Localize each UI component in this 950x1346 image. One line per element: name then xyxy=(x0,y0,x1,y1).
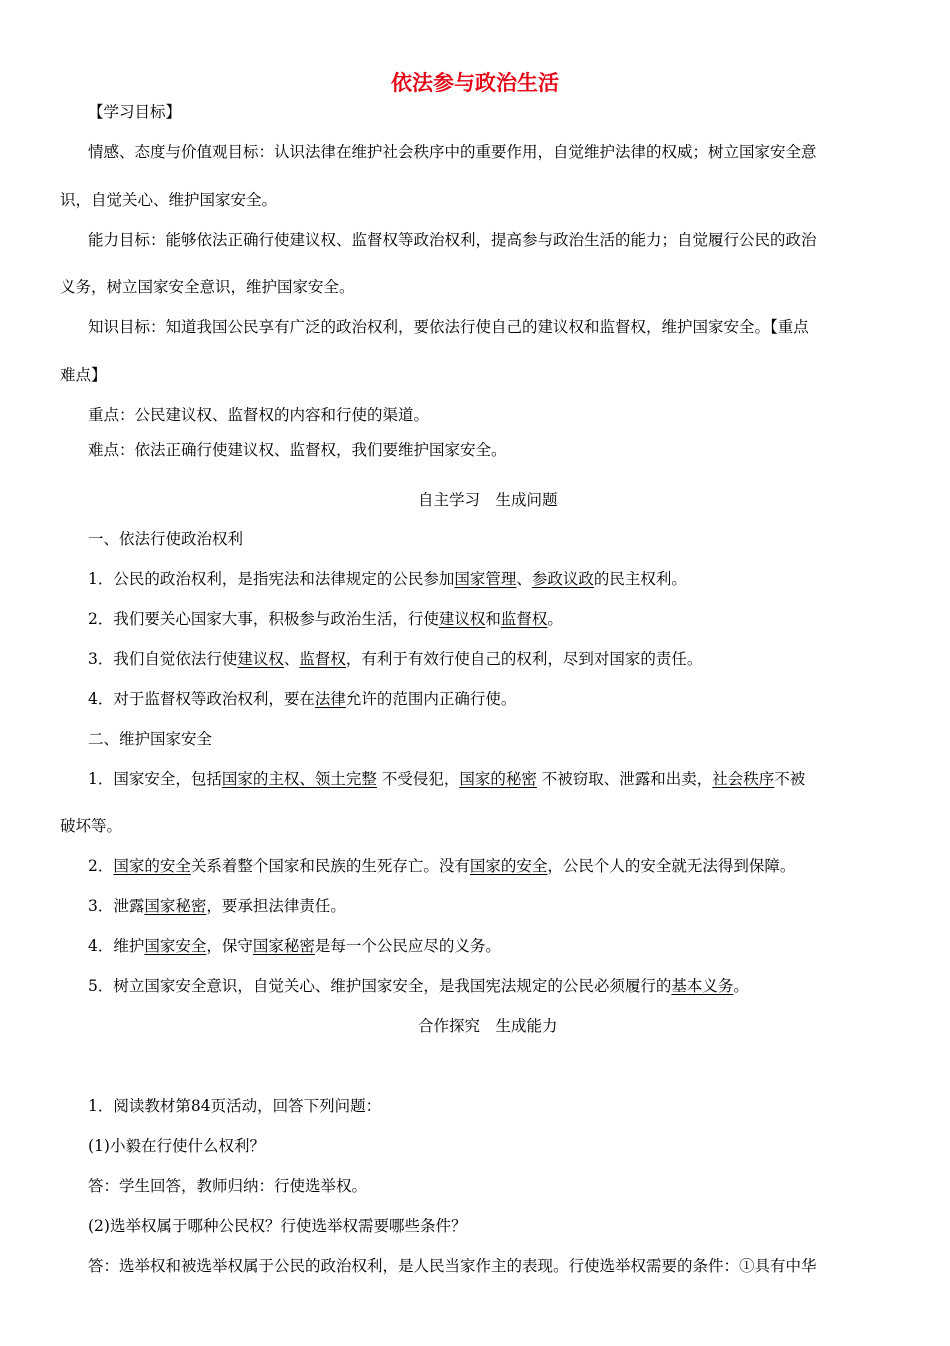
blank-answer: 国家的秘密 xyxy=(459,770,537,788)
part1-item-1 xyxy=(88,569,687,589)
text: 不受侵犯， xyxy=(376,770,460,788)
text: 允许的范围内正确行使。 xyxy=(345,690,517,708)
key-point: 重点：公民建议权、监督权的内容和行使的渠道。 xyxy=(88,406,430,424)
text: 不被窃取、泄露和出卖， xyxy=(536,770,713,788)
section-goals-heading: 【学习目标】 xyxy=(88,103,182,121)
goal-ability-line-1: 能力目标：能够依法正确行使建议权、监督权等政治权利，提高参与政治生活的能力；自觉履行公民的政治 xyxy=(88,231,817,249)
page-title: 依法参与政治生活 xyxy=(391,71,559,95)
blank-answer: 国家的主权、领土完整 xyxy=(221,770,377,788)
text: 1．国家安全，包括 xyxy=(88,770,222,788)
part2-item-1 xyxy=(88,769,805,789)
text: 是每一个公民应尽的义务。 xyxy=(314,937,501,955)
blank-answer: 建议权 xyxy=(438,610,486,628)
text: 2． xyxy=(88,857,114,875)
text: ，公民个人的安全就无法得到保障。 xyxy=(547,857,796,875)
part2-title: 二、维护国家安全 xyxy=(88,730,213,748)
part1-item-4 xyxy=(88,689,516,709)
text: 、 xyxy=(283,650,300,668)
goal-ability-line-2: 义务，树立国家安全意识，维护国家安全。 xyxy=(60,278,355,296)
part1-item-2 xyxy=(88,609,563,629)
blank-answer: 参政议政 xyxy=(531,570,594,588)
goal-knowledge-line-2: 难点】 xyxy=(60,366,107,384)
text: 关系着整个国家和民族的生死存亡。没有 xyxy=(190,857,470,875)
blank-answer: 建议权 xyxy=(237,650,284,668)
blank-answer: 国家管理 xyxy=(454,570,517,588)
blank-answer: 国家秘密 xyxy=(252,937,315,955)
difficult-point: 难点：依法正确行使建议权、监督权，我们要维护国家安全。 xyxy=(88,441,507,459)
blank-answer: 监督权 xyxy=(299,650,346,668)
goal-emotion-line-1: 情感、态度与价值观目标：认识法律在维护社会秩序中的重要作用，自觉维护法律的权威；树立国家安全意 xyxy=(88,143,817,161)
heading-cooperate: 合作探究 生成能力 xyxy=(418,1017,558,1035)
text: 不被 xyxy=(774,770,806,788)
part2-item-2 xyxy=(88,856,795,876)
text: 。 xyxy=(547,610,563,628)
question-1-1: (1)小毅在行使什么权利？ xyxy=(88,1137,265,1155)
blank-answer: 基本义务 xyxy=(671,977,734,995)
text: 。 xyxy=(733,977,749,995)
text: 1．公民的政治权利，是指宪法和法律规定的公民参加 xyxy=(88,570,455,588)
text: 4．对于监督权等政治权利，要在 xyxy=(88,690,315,708)
blank-answer: 国家秘密 xyxy=(144,897,207,915)
text: ，要承担法律责任。 xyxy=(206,897,346,915)
blank-answer: 法律 xyxy=(314,690,346,708)
part2-item-3 xyxy=(88,896,346,916)
part2-item-1-cont: 破坏等。 xyxy=(60,817,123,835)
answer-1-1: 答：学生回答，教师归纳：行使选举权。 xyxy=(88,1177,368,1195)
part2-item-4 xyxy=(88,936,501,956)
text: 3．泄露 xyxy=(88,897,145,915)
text: 4．维护 xyxy=(88,937,145,955)
part1-title: 一、依法行使政治权利 xyxy=(88,530,244,548)
blank-answer: 社会秩序 xyxy=(712,770,775,788)
text: 3．我们自觉依法行使 xyxy=(88,650,238,668)
blank-answer: 国家安全 xyxy=(144,937,207,955)
text: ，保守 xyxy=(206,937,253,955)
question-1: 1．阅读教材第84页活动，回答下列问题： xyxy=(88,1097,382,1115)
text: 2．我们要关心国家大事，积极参与政治生活，行使 xyxy=(88,610,439,628)
text: ，有利于有效行使自己的权利，尽到对国家的责任。 xyxy=(345,650,703,668)
answer-1-2: 答：选举权和被选举权属于公民的政治权利，是人民当家作主的表现。行使选举权需要的条件：①具有中华 xyxy=(88,1257,817,1275)
blank-answer: 国家的安全 xyxy=(113,857,191,875)
blank-answer: 监督权 xyxy=(500,610,548,628)
part2-item-5 xyxy=(88,976,749,996)
goal-emotion-line-2: 识，自觉关心、维护国家安全。 xyxy=(60,191,278,209)
question-1-2: (2)选举权属于哪种公民权？行使选举权需要哪些条件？ xyxy=(88,1217,467,1235)
text: 和 xyxy=(485,610,501,628)
text: 5．树立国家安全意识，自觉关心、维护国家安全，是我国宪法规定的公民必须履行的 xyxy=(88,977,672,995)
text: 的民主权利。 xyxy=(593,570,687,588)
goal-knowledge-line-1: 知识目标：知道我国公民享有广泛的政治权利，要依法行使自己的建议权和监督权，维护国家安全。【重点 xyxy=(88,318,809,336)
part1-item-3 xyxy=(88,649,702,669)
text: 、 xyxy=(516,570,532,588)
heading-self-study: 自主学习 生成问题 xyxy=(418,491,558,509)
blank-answer: 国家的安全 xyxy=(469,857,548,875)
